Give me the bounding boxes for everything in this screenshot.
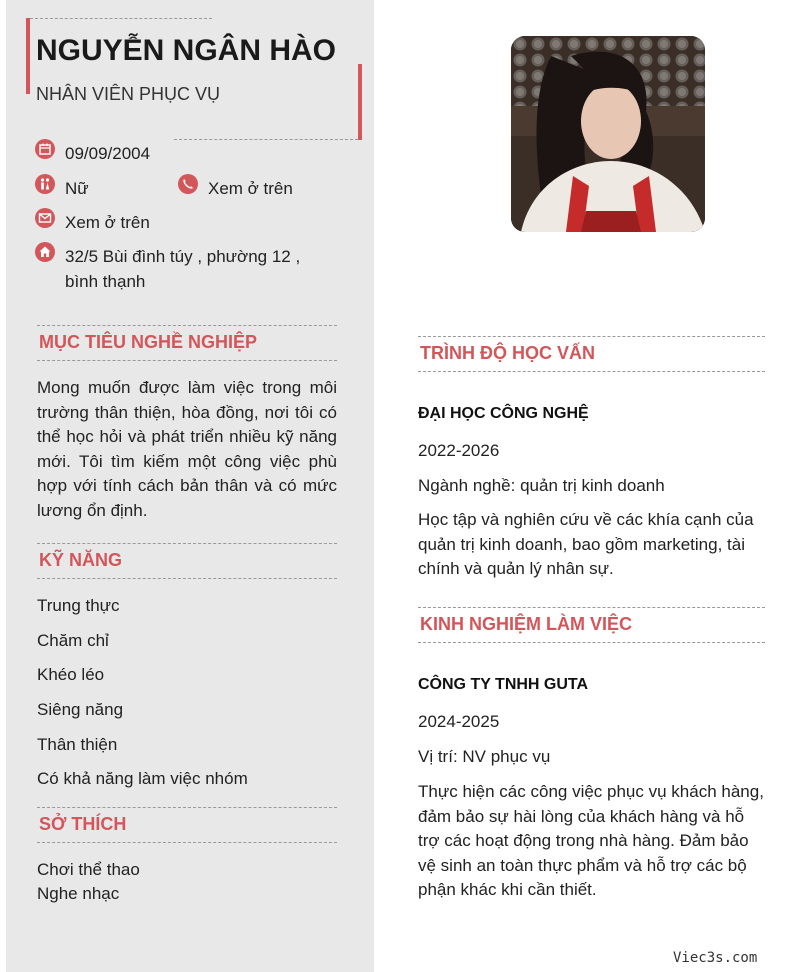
education-description: Học tập và nghiên cứu về các khía cạnh của quản trị kinh doanh, bao gồm marketing, tài chính và quản lý nhân sự. bbox=[418, 510, 754, 579]
section-title: MỤC TIÊU NGHỀ NGHIỆP bbox=[39, 332, 258, 352]
experience-role: Vị trí: NV phục vụ bbox=[418, 747, 551, 766]
home-icon bbox=[35, 242, 55, 262]
hobby-item: Chơi thể thao bbox=[37, 860, 140, 879]
section-title: KINH NGHIỆM LÀM VIỆC bbox=[420, 614, 633, 634]
skill-item: Trung thực bbox=[37, 596, 120, 615]
gender-row bbox=[35, 174, 155, 200]
experience-heading bbox=[418, 607, 765, 643]
full-name: NGUYỄN NGÂN HÀO bbox=[36, 34, 337, 67]
watermark: Viec3s.com bbox=[673, 950, 758, 966]
skill-item: Khéo léo bbox=[37, 665, 105, 684]
address: 32/5 Bùi đình túy , phường 12 , bình thạnh bbox=[65, 247, 301, 291]
section-title: TRÌNH ĐỘ HỌC VẤN bbox=[420, 343, 595, 363]
skill-item: Có khả năng làm việc nhóm bbox=[37, 769, 248, 788]
envelope-icon bbox=[35, 208, 55, 228]
email-row bbox=[35, 208, 235, 234]
education-heading bbox=[418, 336, 765, 372]
birthday: 09/09/2004 bbox=[65, 144, 151, 163]
hobby-item: Nghe nhạc bbox=[37, 884, 120, 903]
calendar-icon bbox=[35, 139, 55, 159]
address-row bbox=[35, 242, 335, 294]
skill-item: Siêng năng bbox=[37, 700, 124, 719]
experience-years: 2024-2025 bbox=[418, 712, 500, 731]
accent-bar-left bbox=[26, 18, 30, 94]
phone-icon bbox=[178, 174, 198, 194]
experience-description: Thực hiện các công việc phục vụ khách hàng, đảm bảo sự hài lòng của khách hàng và hỗ trợ các hoạt động trong nhà hàng. Đảm bảo vệ sinh an toàn thực phẩm và hỗ trợ các bộ phận khác khi cần thiết. bbox=[418, 782, 764, 900]
objective-heading bbox=[37, 325, 337, 361]
hobbies-heading bbox=[37, 807, 337, 843]
email: Xem ở trên bbox=[65, 213, 150, 232]
skill-item: Chăm chỉ bbox=[37, 631, 109, 650]
section-title: KỸ NĂNG bbox=[39, 550, 123, 570]
name-block bbox=[26, 18, 362, 140]
gender-icon bbox=[35, 174, 55, 194]
birthday-row bbox=[35, 139, 235, 165]
school-name: ĐẠI HỌC CÔNG NGHỆ bbox=[418, 405, 589, 422]
skills-heading bbox=[37, 543, 337, 579]
skill-item: Thân thiện bbox=[37, 735, 118, 754]
section-title: SỞ THÍCH bbox=[39, 814, 127, 834]
profile-photo bbox=[511, 36, 705, 232]
phone: Xem ở trên bbox=[208, 179, 293, 198]
objective-text: Mong muốn được làm việc trong môi trường thân thiện, hòa đồng, nơi tôi có thể học hỏi và phát triển nhiều kỹ năng mới. Tôi tìm kiếm một công việc phù hợp với tính cách bản thân và có mức lương ổn định. bbox=[37, 378, 337, 520]
education-years: 2022-2026 bbox=[418, 441, 500, 460]
education-major: Ngành nghề: quản trị kinh doanh bbox=[418, 476, 665, 495]
phone-row bbox=[178, 174, 348, 200]
accent-bar-right bbox=[358, 64, 362, 140]
job-title: NHÂN VIÊN PHỤC VỤ bbox=[36, 84, 221, 104]
gender: Nữ bbox=[65, 179, 89, 198]
divider bbox=[30, 18, 212, 19]
company-name: CÔNG TY TNHH GUTA bbox=[418, 676, 589, 693]
